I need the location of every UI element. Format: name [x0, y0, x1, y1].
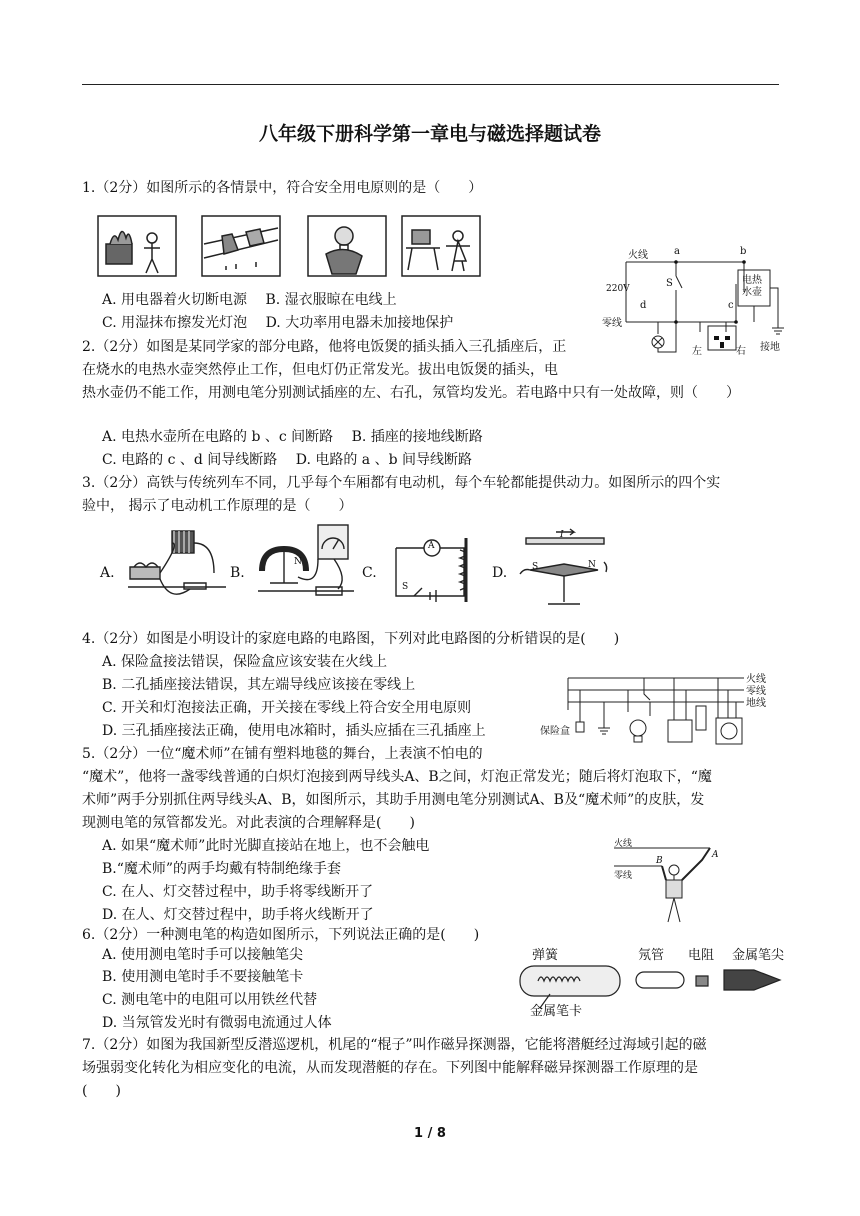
q1-stem: 1.（2分）如图所示的各情景中，符合安全用电原则的是（ ） — [82, 180, 483, 196]
q3-option-d-label: D. — [492, 565, 508, 581]
q2-label-a: a — [674, 246, 680, 257]
q4-option-d: D. 三孔插座接法正确，使用电冰箱时，插头应插在三孔插座上 — [102, 723, 486, 739]
q4-stem: 4.（2分）如图是小明设计的家庭电路的电路图，下列对此电路图的分析错误的是( ) — [82, 631, 620, 647]
q3-stem-line-1: 3.（2分）高铁与传统列车不同，几乎每个车厢都有电动机，每个车轮都能提供动力。如图所示的四个实 — [82, 475, 721, 491]
q3-option-a-label: A. — [100, 565, 115, 581]
q1-figures — [96, 214, 486, 280]
q1-options-ab: A. 用电器着火切断电源 B. 湿衣服晾在电线上 — [102, 292, 397, 308]
q5-label-neutral: 零线 — [614, 871, 633, 881]
q5-stem-line-2: “魔术”，他将一盏零线普通的白炽灯泡接到两导线头A、B之间，灯泡正常发光；随后将灯泡取下，“魔 — [82, 769, 712, 785]
q6-label-resistor: 电阻 — [688, 948, 715, 963]
q2-options-cd: C. 电路的 c 、d 间导线断路 D. 电路的 a 、b 间导线断路 — [102, 452, 473, 468]
q3-d-n: N — [588, 560, 596, 570]
q2-stem-line-1: 2.（2分）如图是某同学家的部分电路，他将电饭煲的插头插入三孔插座后，正 — [82, 339, 567, 355]
q5-label-b: B — [656, 856, 663, 866]
q4-circuit-figure — [540, 670, 780, 760]
q2-label-left: 左 — [692, 346, 702, 357]
q3-b-n: N — [294, 557, 302, 567]
q4-label-neutral: 零线 — [746, 686, 766, 697]
q7-stem-line-2: 场强弱变化转化为相应变化的电流，从而发现潜艇的存在。下列图中能解释磁异探测器工作原理的是 — [82, 1060, 698, 1076]
q3-option-c-label: C. — [362, 565, 377, 581]
q2-label-d: d — [640, 300, 647, 311]
q2-stem-line-3: 热水壶仍不能工作，用测电笔分别测试插座的左、右孔，氖管均发光。若电路中只有一处故障，则（ ） — [82, 385, 740, 401]
q2-label-kettle-2: 水壶 — [742, 287, 762, 298]
q6-label-tip: 金属笔尖 — [732, 948, 785, 963]
q6-label-spring: 弹簧 — [532, 948, 559, 963]
q6-pen-figure — [510, 942, 790, 1022]
q3-c-ammeter: A — [428, 541, 435, 551]
q5-option-d: D. 在人、灯交替过程中，助手将火线断开了 — [102, 907, 374, 923]
page-title: 八年级下册科学第一章电与磁选择题试卷 — [258, 123, 601, 145]
q6-option-d: D. 当氖管发光时有微弱电流通过人体 — [102, 1015, 332, 1031]
q6-label-clip: 金属笔卡 — [530, 1004, 583, 1019]
q2-circuit-figure — [600, 246, 800, 358]
q2-label-neutral: 零线 — [602, 318, 622, 329]
q1-figure-appliance — [402, 216, 480, 276]
q6-label-neon: 氖管 — [638, 948, 665, 963]
q5-magician-figure — [610, 836, 730, 926]
q3-figure-c — [384, 532, 484, 604]
q3-stem-line-2: 验中， 揭示了电动机工作原理的是（ ） — [82, 498, 353, 514]
q3-figure-d — [516, 528, 610, 610]
q2-label-c: c — [728, 300, 734, 311]
q4-option-b: B. 二孔插座接法错误，其左端导线应该接在零线上 — [102, 677, 416, 693]
q3-figure-a — [124, 527, 230, 607]
q6-option-a: A. 使用测电笔时手可以接触笔尖 — [102, 947, 304, 963]
q5-option-a: A. 如果“魔术师”此时光脚直接站在地上，也不会触电 — [102, 838, 430, 854]
q6-option-b: B. 使用测电笔时手不要接触笔卡 — [102, 969, 304, 985]
page-number: 1 / 8 — [414, 1126, 446, 1141]
q1-figure-fire — [98, 216, 176, 276]
q4-option-c: C. 开关和灯泡接法正确，开关接在零线上符合安全用电原则 — [102, 700, 472, 716]
q4-option-a: A. 保险盒接法错误，保险盒应该安装在火线上 — [102, 654, 388, 670]
q2-options-ab: A. 电热水壶所在电路的 b 、c 间断路 B. 插座的接地线断路 — [102, 429, 483, 445]
q4-label-live: 火线 — [746, 674, 766, 685]
q7-stem-line-3: ( ) — [82, 1083, 121, 1099]
q2-label-kettle-1: 电热 — [742, 275, 762, 286]
q5-label-a: A — [712, 850, 719, 860]
q3-d-current: I — [560, 530, 564, 540]
q5-stem-line-4: 现测电笔的氖管都发光。对此表演的合理解释是( ) — [82, 815, 415, 831]
q2-label-b: b — [740, 246, 747, 257]
q2-stem-line-2: 在烧水的电热水壶突然停止工作，但电灯仍正常发光。拔出电饭煲的插头，电 — [82, 362, 558, 378]
q6-option-c: C. 测电笔中的电阻可以用铁丝代替 — [102, 992, 318, 1008]
q6-stem: 6.（2分）一种测电笔的构造如图所示，下列说法正确的是( ) — [82, 927, 480, 943]
q5-option-c: C. 在人、灯交替过程中，助手将零线断开了 — [102, 884, 374, 900]
q5-option-b: B.“魔术师”的两手均戴有特制绝缘手套 — [102, 861, 342, 877]
q3-c-switch: S — [402, 582, 409, 592]
q2-label-live: 火线 — [628, 250, 648, 261]
q4-label-ground: 地线 — [746, 698, 766, 709]
q2-label-right: 右 — [736, 346, 746, 357]
q2-label-voltage: 220V — [606, 284, 630, 294]
q1-options-cd: C. 用湿抹布擦发光灯泡 D. 大功率用电器未加接地保护 — [102, 315, 454, 331]
header-rule — [82, 84, 779, 85]
q2-label-s: S — [666, 278, 673, 289]
q7-stem-line-1: 7.（2分）如图为我国新型反潜巡逻机，机尾的“棍子”叫作磁异探测器，它能将潜艇经过海域引起的磁 — [82, 1037, 707, 1053]
q3-d-s: S — [532, 562, 539, 572]
q5-stem-line-3: 术师”两手分别抓住两导线头A、B，如图所示，其助手用测电笔分别测试A、B及“魔术师”的皮肤，发 — [82, 792, 705, 808]
q5-label-live: 火线 — [614, 839, 633, 849]
q1-figure-bulb — [308, 216, 386, 276]
q5-stem-line-1: 5.（2分）一位“魔术师”在铺有塑料地毯的舞台，上表演不怕电的 — [82, 746, 483, 762]
q3-option-b-label: B. — [230, 565, 245, 581]
q3-figure-b — [256, 521, 356, 609]
q4-label-fuse: 保险盒 — [540, 726, 570, 737]
q2-label-ground: 接地 — [760, 342, 780, 353]
q1-figure-clothes — [202, 216, 280, 276]
